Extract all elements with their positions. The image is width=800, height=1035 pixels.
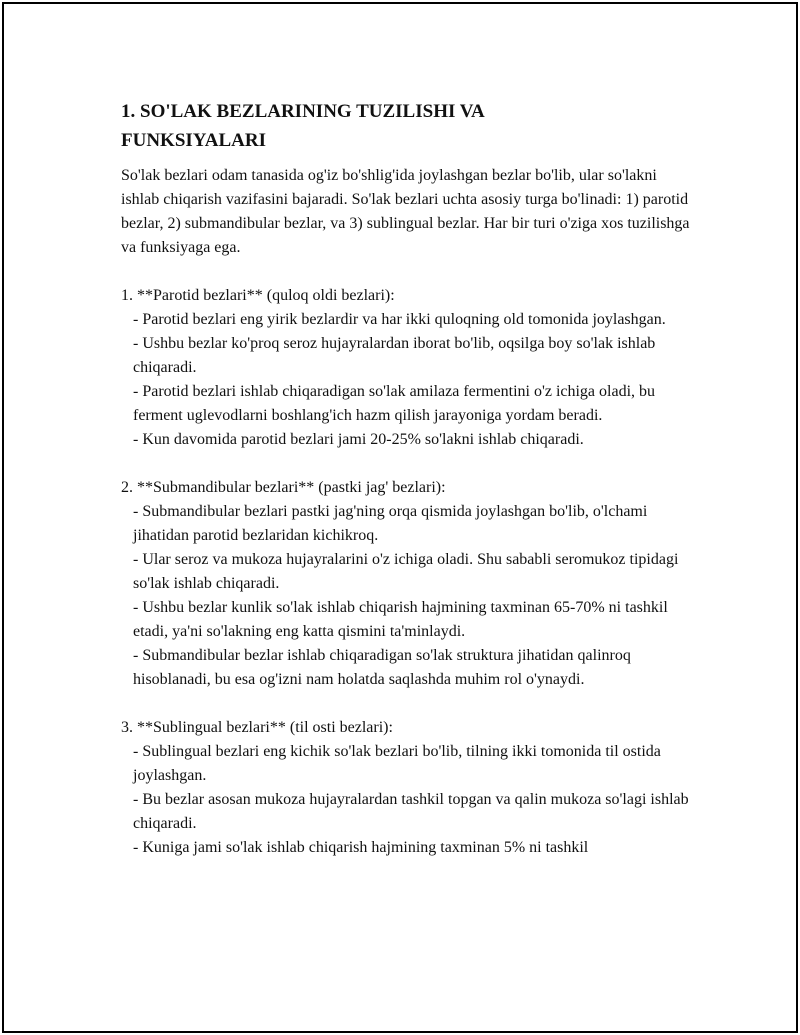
section-sublingual — [121, 716, 691, 860]
list-item: - Ushbu bezlar kunlik so'lak ishlab chiqarish hajmining taxminan 65-70% ni tashkil etadi, ya'ni so'lakning eng katta qismini ta'minlaydi. — [133, 599, 672, 640]
list-item: - Kuniga jami so'lak ishlab chiqarish hajmining taxminan 5% ni tashkil — [133, 839, 589, 856]
intro-paragraph: So'lak bezlari odam tanasida og'iz bo'shlig'ida joylashgan bezlar bo'lib, ular so'lakni ishlab chiqarish vazifasini bajaradi. So'lak bezlari uchta asosiy turga bo'linadi: 1) parotid bezlar, 2) submandibular bezlar, va 3) sublingual bezlar. Har bir turi o'ziga xos tuzilishga va funksiyaga ega. — [121, 167, 694, 256]
section-heading: 1. **Parotid bezlari** (quloq oldi bezlari): — [121, 287, 395, 304]
list-item: - Bu bezlar asosan mukoza hujayralardan tashkil topgan va qalin mukoza so'lagi ishlab chiqaradi. — [133, 791, 693, 832]
list-item: - Submandibular bezlari pastki jag'ning orqa qismida joylashgan bo'lib, o'lchami jihatidan parotid bezlaridan kichikroq. — [133, 503, 652, 544]
list-item: - Kun davomida parotid bezlari jami 20-25% so'lakni ishlab chiqaradi. — [133, 431, 584, 448]
document-title: 1. SO'LAK BEZLARINING TUZILISHI VA FUNKSIYALARI — [121, 101, 484, 151]
list-item: - Sublingual bezlari eng kichik so'lak bezlari bo'lib, tilning ikki tomonida til ostida joylashgan. — [133, 743, 665, 784]
section-heading: 3. **Sublingual bezlari** (til osti bezlari): — [121, 719, 393, 736]
list-item: - Ushbu bezlar ko'proq seroz hujayralardan iborat bo'lib, oqsilga boy so'lak ishlab chiqaradi. — [133, 335, 660, 376]
list-item: - Parotid bezlari ishlab chiqaradigan so'lak amilaza fermentini o'z ichiga oladi, bu ferment uglevodlarni boshlang'ich hazm qilish jarayoniga yordam beradi. — [133, 383, 660, 424]
section-parotid — [121, 284, 691, 452]
section-submandibular — [121, 476, 691, 692]
section-heading: 2. **Submandibular bezlari** (pastki jag' bezlari): — [121, 479, 446, 496]
document-content — [121, 97, 694, 860]
document-page — [2, 2, 798, 1033]
list-item: - Ular seroz va mukoza hujayralarini o'z ichiga oladi. Shu sababli seromukoz tipidagi so'lak ishlab chiqaradi. — [133, 551, 683, 592]
list-item: - Submandibular bezlar ishlab chiqaradigan so'lak struktura jihatidan qalinroq hisoblanadi, bu esa og'izni nam holatda saqlashda muhim rol o'ynaydi. — [133, 647, 635, 688]
list-item: - Parotid bezlari eng yirik bezlardir va har ikki quloqning old tomonida joylashgan. — [133, 311, 666, 328]
